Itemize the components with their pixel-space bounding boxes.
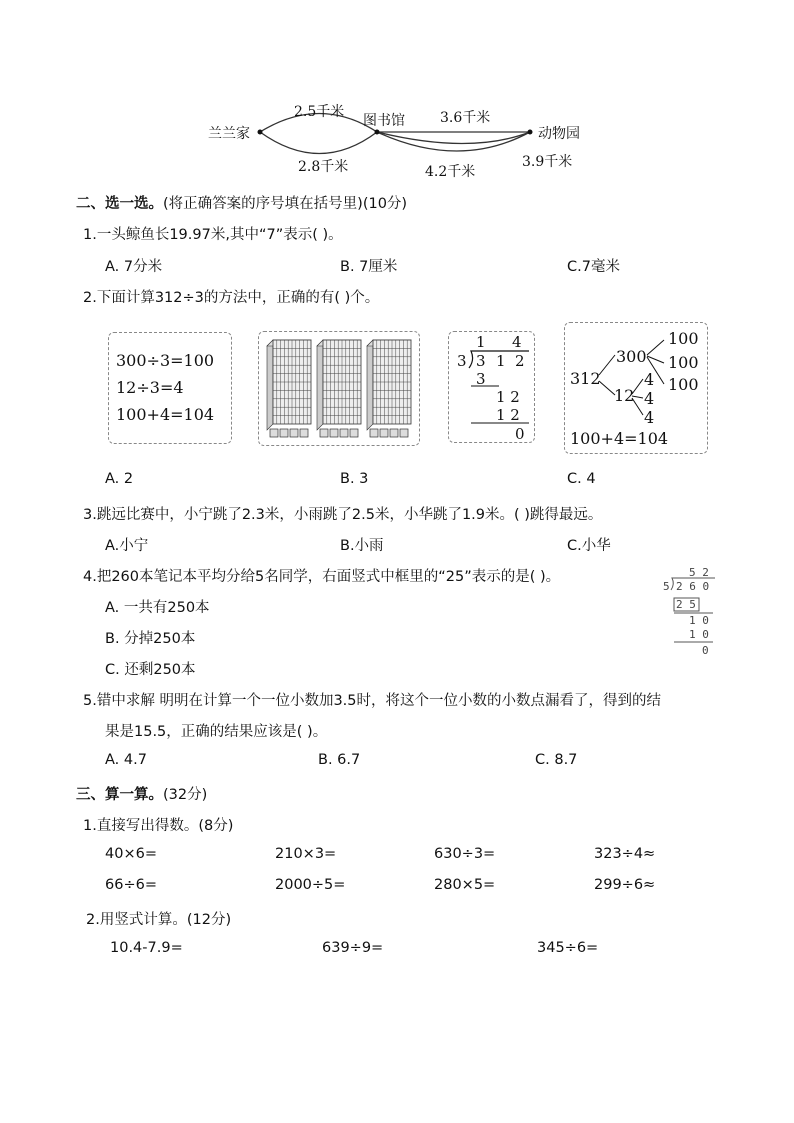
q2-box4-leaf-a2: 100: [668, 353, 699, 372]
node-zoo: [528, 130, 533, 135]
q3-option-b[interactable]: B.小雨: [340, 538, 384, 554]
q3-stem: 3.跳远比赛中，小宁跳了2.3米，小雨跳了2.5米，小华跳了1.9米。( )跳得最远。: [83, 507, 603, 523]
q2-option-a[interactable]: A. 2: [105, 471, 134, 487]
q2-box4-mid-12: 12: [614, 386, 635, 405]
q3-option-c[interactable]: C.小华: [567, 538, 611, 554]
node-library: [375, 130, 380, 135]
map-dist-2: 2.8千米: [298, 159, 349, 175]
q5-option-c[interactable]: C. 8.7: [535, 752, 578, 768]
q5-option-b[interactable]: B. 6.7: [318, 752, 361, 768]
route-lib-zoo-mid: [377, 132, 530, 151]
calc-r1-c1: 40×6=: [105, 846, 157, 862]
unit-cube: [280, 429, 288, 437]
q4-option-b[interactable]: B. 分掉250本: [105, 631, 196, 647]
q2-box3-dividend-2: 1: [496, 352, 506, 370]
map-dist-4: 4.2千米: [425, 164, 476, 180]
unit-cube: [370, 429, 378, 437]
section3-heading: [76, 783, 207, 804]
q5-stem-line-1: 5.错中求解 明明在计算一个一位小数加3.5时，将这个一位小数的小数点漏看了，得到的结: [83, 693, 661, 709]
q4-dividend: 2 6 0: [676, 580, 710, 593]
q2-box3-divisor: 3: [457, 352, 467, 370]
q2-method-box-2: [258, 331, 420, 446]
q2-box3-quotient-2: 4: [512, 333, 522, 351]
node-home: [258, 130, 263, 135]
q2-box3-quotient-1: 1: [476, 333, 486, 351]
q4-quotient: 5 2: [689, 566, 709, 579]
calc-r1-c3: 630÷3=: [434, 846, 496, 862]
q4-row-2: 1 0: [689, 628, 709, 641]
vert-calc-2: 639÷9=: [322, 940, 384, 956]
q1-option-b[interactable]: B. 7厘米: [340, 259, 398, 275]
place-value-blocks: [259, 332, 419, 445]
map-dist-3: 3.6千米: [440, 110, 491, 126]
q2-method-box-1: [108, 332, 232, 444]
map-home-label: 兰兰家: [208, 126, 250, 142]
unit-cube: [380, 429, 388, 437]
map-library-label: 图书馆: [363, 113, 405, 129]
q2-box3-row-1: 3: [476, 370, 486, 388]
q5-option-a[interactable]: A. 4.7: [105, 752, 147, 768]
unit-cube: [290, 429, 298, 437]
section2-heading: [76, 192, 407, 213]
q2-box4-mid-300: 300: [616, 347, 647, 366]
q1-stem: 1.一头鲸鱼长19.97米,其中“7”表示( )。: [83, 227, 343, 243]
p1-title: 1.直接写出得数。(8分): [83, 818, 234, 834]
q2-option-c[interactable]: C. 4: [567, 471, 596, 487]
q4-row-1: 1 0: [689, 614, 709, 627]
unit-cube: [400, 429, 408, 437]
q3-option-a[interactable]: A.小宁: [105, 538, 149, 554]
q2-box4-leaf-b2: 4: [644, 389, 655, 408]
q2-stem: 2.下面计算312÷3的方法中，正确的有( )个。: [83, 290, 380, 306]
q4-option-c[interactable]: C. 还剩250本: [105, 662, 196, 678]
map-zoo-label: 动物园: [538, 126, 580, 142]
q2-box4-result: 100+4=104: [570, 429, 669, 448]
q4-stem: 4.把260本笔记本平均分给5名同学，右面竖式中框里的“25”表示的是( )。: [83, 569, 561, 585]
q2-box4-root: 312: [570, 369, 601, 388]
q1-option-c[interactable]: C.7毫米: [567, 259, 620, 275]
calc-r2-c2: 2000÷5=: [275, 877, 346, 893]
q2-box1-line-2: 12÷3=4: [116, 378, 184, 397]
unit-cube: [350, 429, 358, 437]
section2-title: 二、选一选。: [76, 196, 163, 212]
section3-title: 三、算一算。: [76, 787, 163, 803]
q2-option-b[interactable]: B. 3: [340, 471, 369, 487]
calc-r1-c4: 323÷4≈: [594, 846, 656, 862]
hundred-flat: [317, 340, 361, 437]
section2-note: (将正确答案的序号填在括号里)(10分): [163, 196, 408, 212]
unit-cube: [320, 429, 328, 437]
calc-r2-c1: 66÷6=: [105, 877, 157, 893]
map-dist-5: 3.9千米: [522, 154, 573, 170]
section3-note: (32分): [163, 787, 208, 803]
unit-cube: [330, 429, 338, 437]
q1-option-a[interactable]: A. 7分米: [105, 259, 163, 275]
q4-boxed-25: 2 5: [676, 598, 696, 611]
q2-box1-line-3: 100+4=104: [116, 405, 215, 424]
q2-box4-leaf-b3: 4: [644, 408, 655, 427]
calc-r2-c3: 280×5=: [434, 877, 496, 893]
unit-cube: [270, 429, 278, 437]
q2-box4-leaf-b1: 4: [644, 370, 655, 389]
hundred-flat: [367, 340, 411, 437]
vert-calc-3: 345÷6=: [537, 940, 599, 956]
q2-box3-dividend-3: 2: [515, 352, 525, 370]
q2-box3-row-4: 0: [515, 425, 525, 443]
q2-method-box-3: [448, 331, 535, 443]
q4-long-division: [660, 566, 720, 658]
q2-box3-row-3: 1 2: [496, 406, 520, 424]
vert-calc-1: 10.4-7.9=: [110, 940, 183, 956]
route-home-lib-bottom: [260, 132, 377, 154]
q4-divisor: 5: [663, 580, 670, 593]
unit-cube: [390, 429, 398, 437]
map-dist-1: 2.5千米: [294, 104, 345, 120]
unit-cube: [340, 429, 348, 437]
q4-row-3: 0: [702, 644, 709, 657]
q2-box3-row-2: 1 2: [496, 388, 520, 406]
hundred-flat: [267, 340, 311, 437]
calc-r1-c2: 210×3=: [275, 846, 337, 862]
q5-stem-line-2: 果是15.5，正确的结果应该是( )。: [105, 724, 328, 740]
q4-option-a[interactable]: A. 一共有250本: [105, 600, 210, 616]
q2-box4-leaf-a3: 100: [668, 375, 699, 394]
calc-r2-c4: 299÷6≈: [594, 877, 656, 893]
q2-box4-leaf-a1: 100: [668, 329, 699, 348]
q2-box1-line-1: 300÷3=100: [116, 351, 215, 370]
q2-box3-dividend-1: 3: [476, 352, 486, 370]
unit-cube: [300, 429, 308, 437]
q2-method-box-4: [564, 322, 708, 454]
p2-title: 2.用竖式计算。(12分): [86, 912, 232, 928]
